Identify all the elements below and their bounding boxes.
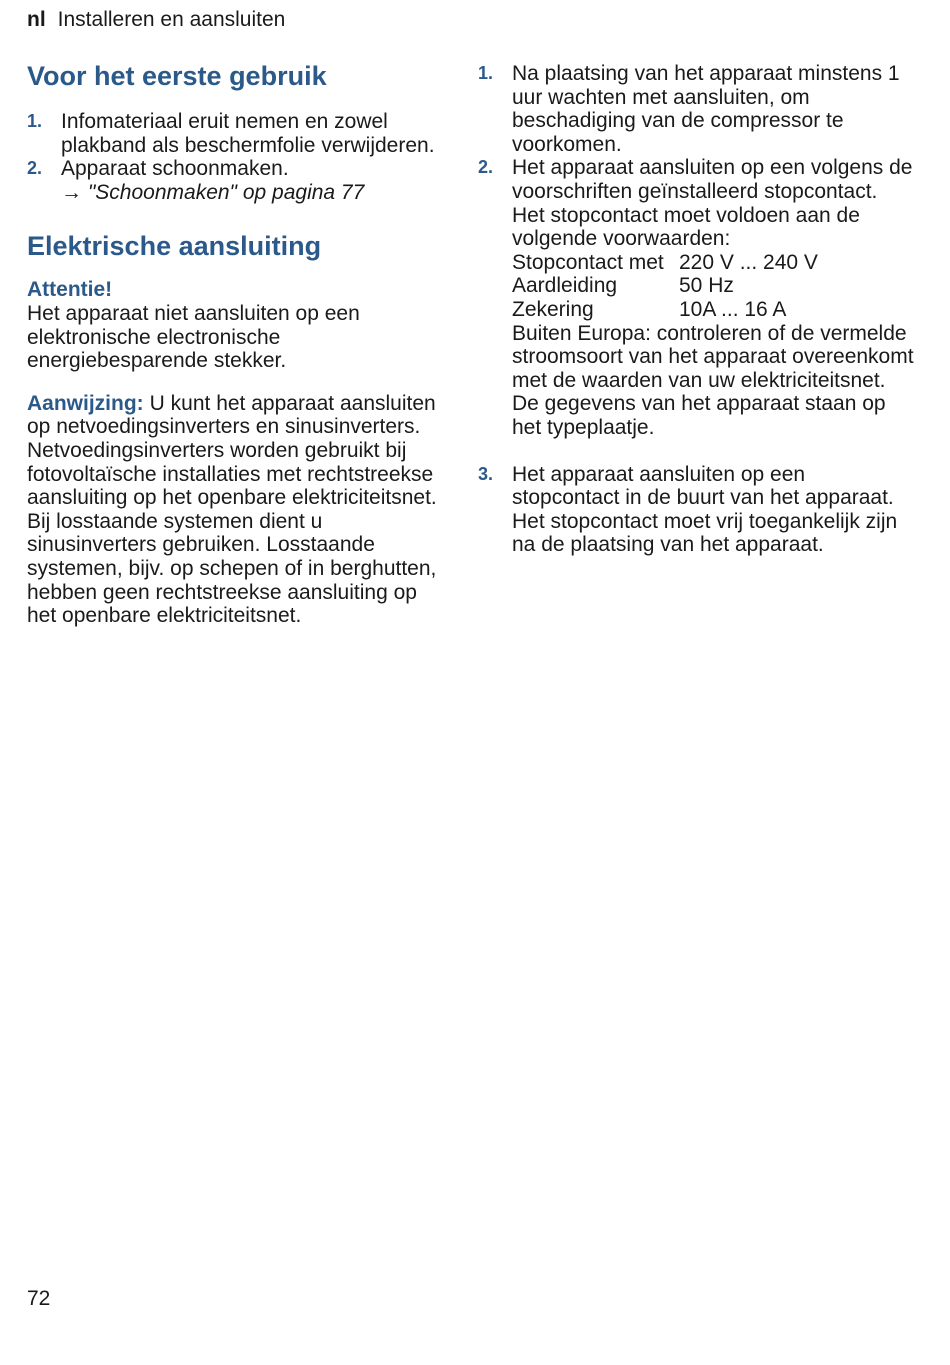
step-text-accessible: Het stopcontact moet vrij toegankelijk zijn na de plaatsing van het apparaat. xyxy=(512,509,898,557)
step-text-conditions: Het stopcontact moet voldoen aan de volgende voorwaarden: xyxy=(512,203,860,251)
spec-key: Zekering xyxy=(512,297,594,321)
step-text: Infomateriaal eruit nemen en zowel plakband als beschermfolie verwijderen. xyxy=(61,110,435,157)
note-label: Aanwijzing: xyxy=(27,391,144,415)
heading-first-use: Voor het eerste gebruik xyxy=(27,61,327,91)
page-header xyxy=(27,8,285,32)
spec-value: 50 Hz xyxy=(679,274,734,298)
spec-value: 10A ... 16 A xyxy=(679,297,787,321)
attention-text: Het apparaat niet aansluiten op een elektronische electronische energiebesparende stekker. xyxy=(27,301,360,373)
spec-row xyxy=(512,251,918,275)
step-item xyxy=(27,110,447,157)
spec-row xyxy=(512,298,918,322)
page-number: 72 xyxy=(27,1287,51,1310)
step-item xyxy=(478,62,918,156)
spec-key: Stopcontact met xyxy=(512,250,664,274)
step-text: Na plaatsing van het apparaat minstens 1 uur wachten met aansluiten, om beschadiging van de compressor te voorkomen. xyxy=(512,62,900,156)
step-text-outside-europe: Buiten Europa: controleren of de vermelde stroomsoort van het apparaat overeenkomt met de waarden van uw elektriciteitsnet. De gegevens van het apparaat staan op het typeplaatje. xyxy=(512,321,914,439)
step-text: Apparaat schoonmaken. xyxy=(61,157,289,181)
heading-electric: Elektrische aansluiting xyxy=(27,231,322,262)
step-text: Het apparaat aansluiten op een volgens de voorschriften geïnstalleerd stopcontact. xyxy=(512,156,913,203)
section-title: Installeren en aansluiten xyxy=(57,8,286,31)
right-column xyxy=(478,62,918,557)
spec-key: Aardleiding xyxy=(512,274,618,298)
step-number: 1. xyxy=(27,111,43,131)
step-number: 2. xyxy=(27,158,43,179)
step-number: 2. xyxy=(478,157,494,178)
step-number: 1. xyxy=(478,63,494,83)
step-number: 3. xyxy=(478,463,494,484)
step-item xyxy=(478,463,918,557)
note-text-continued: Netvoedingsinverters worden gebruikt bij fotovoltaïsche installaties met rechtstreekse aansluiting op het openbare elektriciteitsnet. Bij losstaande systemen dient u sinusinverters gebruiken. Losstaande systemen, bijv. op schepen of in berghutten, hebben geen rechtstreekse aansluiting op het openbare elektriciteitsnet. xyxy=(27,438,437,628)
arrow-icon: → xyxy=(61,180,82,204)
step-item xyxy=(27,157,447,204)
first-use-steps xyxy=(27,110,447,204)
language-code: nl xyxy=(27,8,46,31)
left-column xyxy=(27,58,447,628)
connection-steps xyxy=(478,62,918,557)
step-item xyxy=(478,156,918,439)
spec-value: 220 V ... 240 V xyxy=(679,250,818,274)
note-text: U kunt het apparaat aansluiten op netvoedingsinverters en sinusinverters. xyxy=(27,391,436,439)
note-block xyxy=(27,392,447,439)
spec-row xyxy=(512,274,918,298)
attention-title: Attentie! xyxy=(27,278,113,302)
step-text: Het apparaat aansluiten op een stopcontact in de buurt van het apparaat. xyxy=(512,462,894,510)
page-reference-link[interactable]: "Schoonmaken" op pagina 77 xyxy=(87,180,365,204)
